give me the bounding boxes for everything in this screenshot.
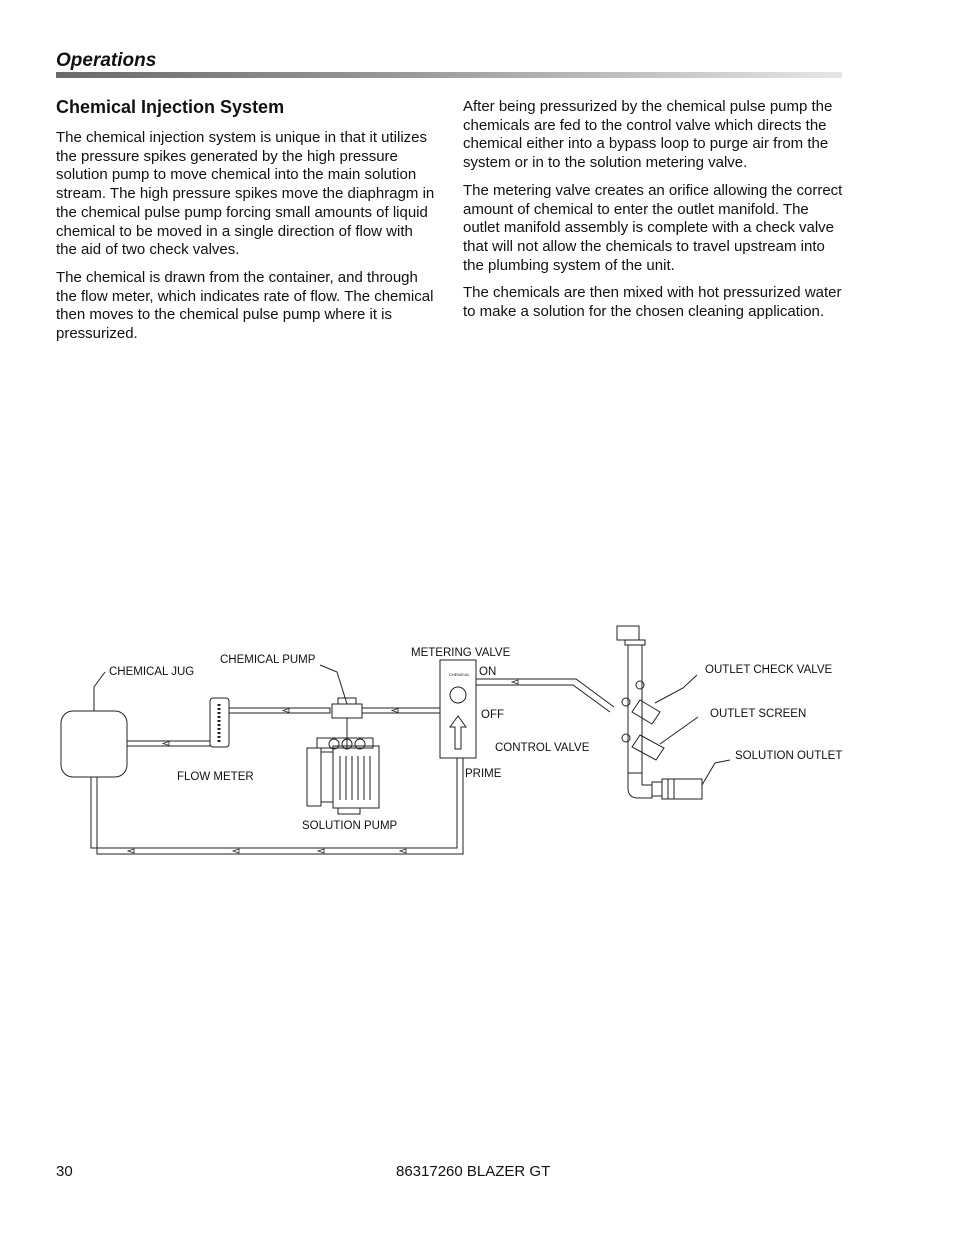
- paragraph: The chemical injection system is unique in that it utilizes the pressure spikes generated by the high pressure solution pump to move chemical into the main solution stream. The high pressure spikes move the diaphragm in the chemical pulse pump forcing small amounts of liquid chemical to be moved in a single direction of flow with the aid of two check valves.: [56, 129, 435, 259]
- metering-valve-knob: [450, 687, 466, 703]
- label-off: OFF: [481, 709, 504, 721]
- left-column: [56, 96, 436, 353]
- label-chemical-jug: CHEMICAL JUG: [109, 666, 195, 678]
- label-solution-outlet: SOLUTION OUTLET: [735, 750, 843, 762]
- paragraph: After being pressurized by the chemical pulse pump the chemicals are fed to the control valve which directs the chemical either into a bypass loop to purge air from the system or in to the solution metering valve.: [463, 98, 833, 172]
- tube-pump-meteringvalve: [362, 708, 440, 713]
- header-rule: [56, 72, 842, 78]
- document-id: 86317260 BLAZER GT: [396, 1163, 551, 1180]
- label-control-valve: CONTROL VALVE: [495, 742, 590, 754]
- control-valve-arrow: [450, 716, 466, 749]
- label-flow-meter: FLOW METER: [177, 771, 254, 783]
- page-number: 30: [56, 1163, 73, 1180]
- bypass-loop: [91, 758, 457, 848]
- label-prime: PRIME: [465, 768, 502, 780]
- knob-label: CHEMICAL: [449, 672, 470, 677]
- paragraph: The chemicals are then mixed with hot pressurized water to make a solution for the chosen cleaning application.: [463, 284, 842, 321]
- chemical-jug: [61, 711, 127, 777]
- section-header: Operations: [56, 50, 157, 71]
- label-chemical-pump: CHEMICAL PUMP: [220, 654, 316, 666]
- chemical-injection-diagram: [0, 600, 954, 870]
- solution-pump: [307, 738, 379, 814]
- right-column: [463, 96, 843, 331]
- outlet-manifold: [617, 626, 698, 773]
- label-metering-valve: METERING VALVE: [411, 647, 511, 659]
- tube-meteringvalve-manifold: [476, 679, 614, 707]
- label-on: ON: [479, 666, 497, 678]
- tube-flowmeter-pump: [229, 708, 330, 713]
- paragraph: The metering valve creates an orifice allowing the correct amount of chemical to enter the outlet manifold. The outlet manifold assembly is complete with a check valve that will not allow the chemicals to travel upstream into the plumbing system of the unit.: [463, 181, 843, 274]
- section-heading: Chemical Injection System: [56, 97, 285, 117]
- label-outlet-check-valve: OUTLET CHECK VALVE: [705, 664, 833, 676]
- label-solution-pump: SOLUTION PUMP: [302, 820, 398, 832]
- paragraph: The chemical is drawn from the container, and through the flow meter, which indicates rate of flow. The chemical then moves to the chemical pulse pump where it is pressurized.: [56, 268, 434, 343]
- solution-outlet-fitting: [628, 760, 730, 799]
- label-outlet-screen: OUTLET SCREEN: [710, 708, 807, 720]
- chemical-pump: [320, 665, 362, 738]
